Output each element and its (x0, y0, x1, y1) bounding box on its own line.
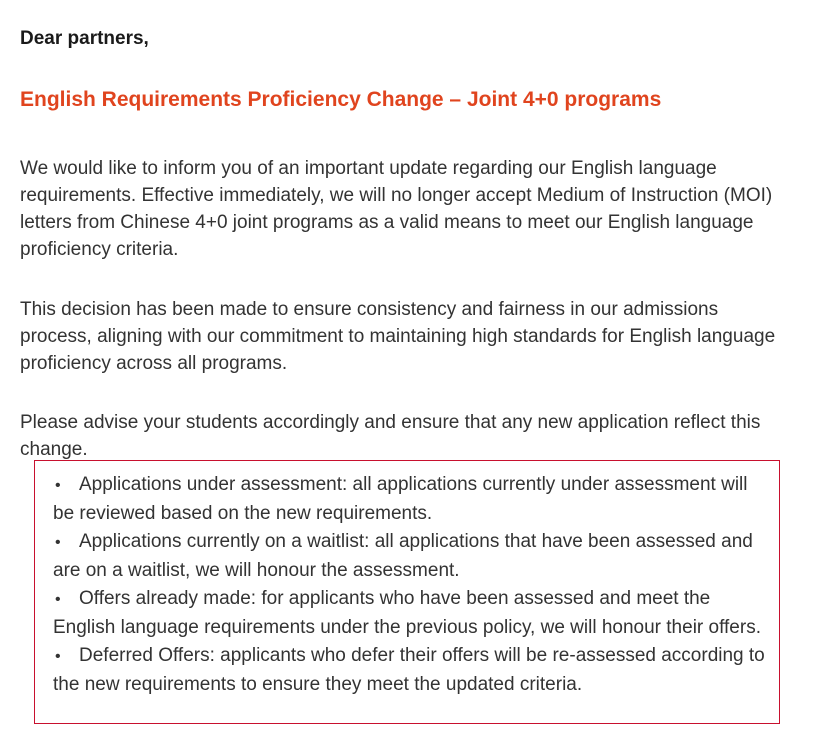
list-item-waitlist (53, 528, 769, 585)
greeting: Dear partners, (20, 28, 149, 49)
paragraph-rationale: This decision has been made to ensure consistency and fairness in our admissions process, aligning with our commitment to maintaining high standards for English language proficiency across all programs. (20, 299, 776, 374)
paragraph-advice: Please advise your students accordingly and ensure that any new application reflect this change. (20, 412, 761, 460)
transition-notice-box (34, 460, 780, 724)
list-item-text: Applications under assessment: all applications currently under assessment will be reviewed based on the new requirements. (53, 474, 748, 524)
paragraph-update: We would like to inform you of an important update regarding our English language requirements. Effective immediately, we will no longer accept Medium of Instruction (MOI) letters from Chinese 4+0 joint programs as a valid means to meet our English language proficiency criteria. (20, 158, 773, 260)
bullet-icon: • (55, 534, 61, 551)
bullet-icon: • (55, 477, 61, 494)
bullet-icon: • (55, 591, 61, 608)
list-item-under-assessment (53, 471, 769, 528)
bullet-icon: • (55, 648, 61, 665)
list-item-text: Deferred Offers: applicants who defer their offers will be re-assessed according to the new requirements to ensure they meet the updated criteria. (53, 645, 765, 695)
list-item-offers-made (53, 585, 769, 642)
transition-list (53, 471, 769, 699)
announcement-heading: English Requirements Proficiency Change – Joint 4+0 programs (20, 88, 662, 111)
list-item-text: Applications currently on a waitlist: all applications that have been assessed and are on a waitlist, we will honour the assessment. (53, 531, 753, 581)
list-item-text: Offers already made: for applicants who have been assessed and meet the English language requirements under the previous policy, we will honour their offers. (53, 588, 761, 638)
list-item-deferred-offers (53, 642, 769, 699)
